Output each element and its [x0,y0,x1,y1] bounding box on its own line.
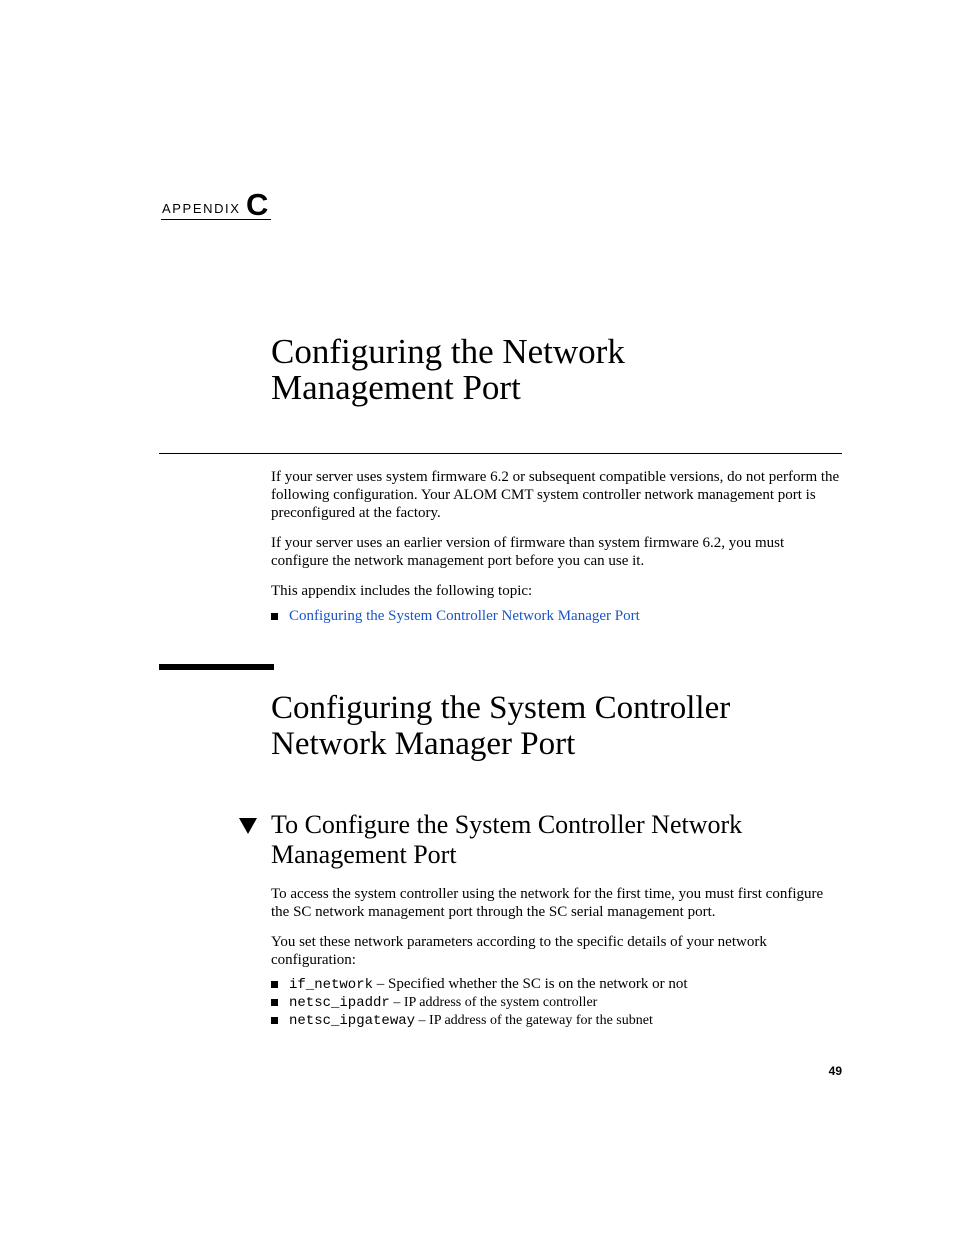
parameter-list-item [271,993,843,1011]
chapter-title-line1: Configuring the Network [271,332,625,371]
bullet-square-icon [271,613,278,620]
procedure-paragraph-1: To access the system controller using the network for the first time, you must first configure the SC network management port through the SC serial management port. [271,886,824,920]
section-title-line2: Network Manager Port [271,726,576,762]
section-marker-bar [159,664,274,670]
intro-paragraph-3: This appendix includes the following topic: [271,583,533,599]
procedure-title-line2: Management Port [271,840,457,869]
appendix-word: APPENDIX [162,201,241,216]
appendix-letter: C [246,187,269,222]
page-number: 49 [828,1064,842,1078]
procedure-paragraph-2: You set these network parameters according to the specific details of your network configuration: [271,934,767,968]
section-title [271,690,841,762]
procedure-title [271,810,841,870]
parameter-name: netsc_ipaddr [289,995,390,1011]
section-title-line1: Configuring the System Controller [271,690,731,726]
parameter-name: netsc_ipgateway [289,1013,416,1029]
chapter-title-line2: Management Port [271,368,521,407]
parameter-list-item [271,975,843,993]
topic-list-item [271,607,843,625]
bullet-square-icon [271,1017,278,1024]
parameter-description: – IP address of the system controller [389,995,598,1010]
intro-paragraph-1: If your server uses system firmware 6.2 or subsequent compatible versions, do not perform the following configuration. Your ALOM CMT system controller network management port is preconfigured at the factory. [271,469,840,521]
parameter-list-item [271,1011,843,1029]
chapter-divider [159,453,842,454]
appendix-label [161,188,271,220]
bullet-square-icon [271,981,278,988]
topic-link-sc-network-port[interactable]: Configuring the System Controller Network Manager Port [289,608,640,624]
parameter-description: – Specified whether the SC is on the network or not [373,976,688,992]
chapter-title [271,334,841,406]
procedure-triangle-icon [239,818,257,834]
parameter-description: – IP address of the gateway for the subnet [415,1013,653,1028]
procedure-title-line1: To Configure the System Controller Network [271,810,743,839]
intro-paragraph-2: If your server uses an earlier version of firmware than system firmware 6.2, you must configure the network management port before you can use it. [271,535,785,569]
parameter-name: if_network [289,977,374,993]
bullet-square-icon [271,999,278,1006]
